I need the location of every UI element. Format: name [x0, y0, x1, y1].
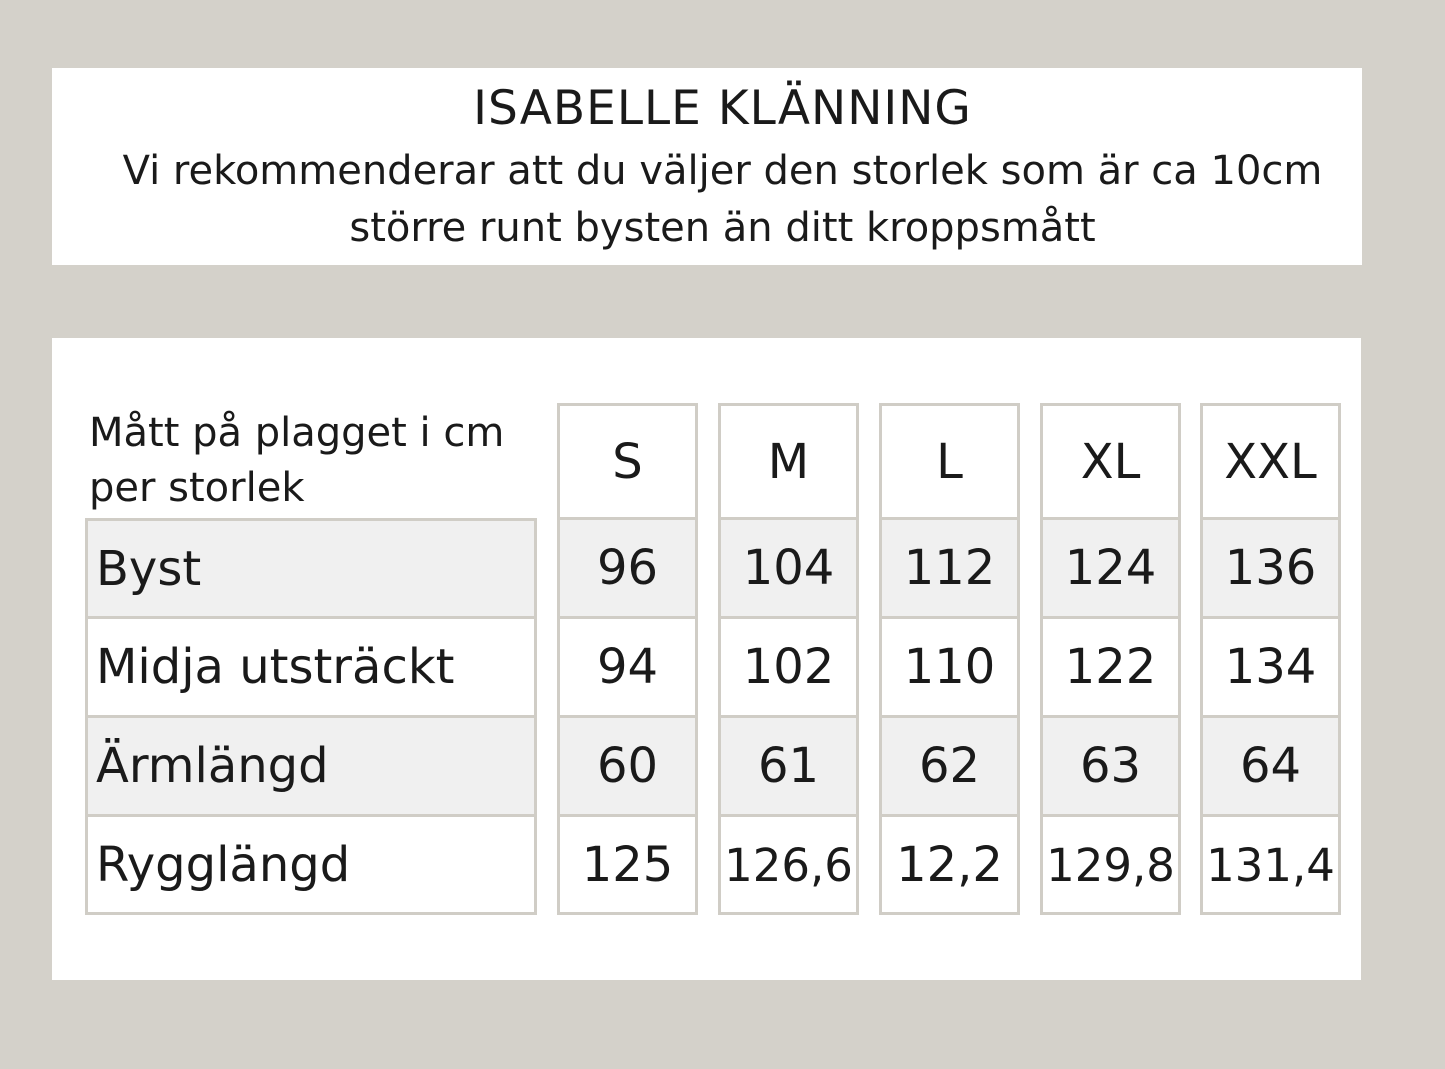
- value-cell: 96: [560, 520, 695, 616]
- value-cell: 102: [742, 639, 835, 695]
- row-label: Midja utsträckt: [96, 638, 455, 695]
- value-cell: 126,6: [724, 838, 853, 892]
- row-divider: [557, 814, 698, 817]
- value-cell: 110: [903, 639, 996, 695]
- value-cell: 60: [560, 718, 695, 814]
- value-cell: 129,8: [1046, 838, 1175, 892]
- value-cell: 94: [596, 639, 659, 695]
- row-divider: [1040, 616, 1181, 619]
- table-caption: [89, 406, 539, 516]
- row-divider: [718, 715, 859, 718]
- row-divider: [1040, 814, 1181, 817]
- value-cell: 122: [1064, 639, 1157, 695]
- row-divider: [879, 616, 1020, 619]
- row-label: Ärmlängd: [88, 717, 534, 814]
- row-divider: [85, 616, 537, 619]
- row-divider: [1040, 715, 1181, 718]
- caption-line-2: per storlek: [89, 465, 305, 511]
- size-header: XL: [1080, 433, 1141, 490]
- row-label: Byst: [88, 521, 534, 616]
- size-header: XXL: [1224, 433, 1317, 490]
- value-cell: 134: [1224, 639, 1317, 695]
- caption-line-1: Mått på plagget i cm: [89, 410, 505, 456]
- size-header: S: [612, 433, 643, 490]
- value-cell: 61: [721, 718, 856, 814]
- row-divider: [85, 814, 537, 817]
- row-divider: [1200, 814, 1341, 817]
- row-divider: [557, 616, 698, 619]
- value-cell: 104: [721, 520, 856, 616]
- value-cell: 112: [882, 520, 1017, 616]
- row-divider: [85, 715, 537, 718]
- size-header: M: [767, 433, 810, 490]
- subtitle-line-1: Vi rekommenderar att du väljer den storlek som är ca 10cm: [122, 148, 1323, 194]
- row-divider: [879, 814, 1020, 817]
- value-cell: 62: [882, 718, 1017, 814]
- value-cell: 124: [1043, 520, 1178, 616]
- row-divider: [879, 715, 1020, 718]
- row-divider: [1200, 616, 1341, 619]
- row-divider: [718, 616, 859, 619]
- row-divider: [557, 715, 698, 718]
- row-divider: [1200, 715, 1341, 718]
- value-cell: 136: [1203, 520, 1338, 616]
- subtitle-line-2: större runt bysten än ditt kroppsmått: [349, 205, 1096, 251]
- page-title: ISABELLE KLÄNNING: [473, 81, 972, 136]
- row-label: Rygglängd: [96, 836, 351, 893]
- value-cell: 125: [581, 837, 674, 893]
- page-subtitle: [0, 143, 1445, 257]
- value-cell: 63: [1043, 718, 1178, 814]
- value-cell: 131,4: [1206, 838, 1335, 892]
- value-cell: 64: [1203, 718, 1338, 814]
- value-cell: 12,2: [896, 837, 1003, 893]
- size-header: L: [936, 433, 963, 490]
- row-divider: [718, 814, 859, 817]
